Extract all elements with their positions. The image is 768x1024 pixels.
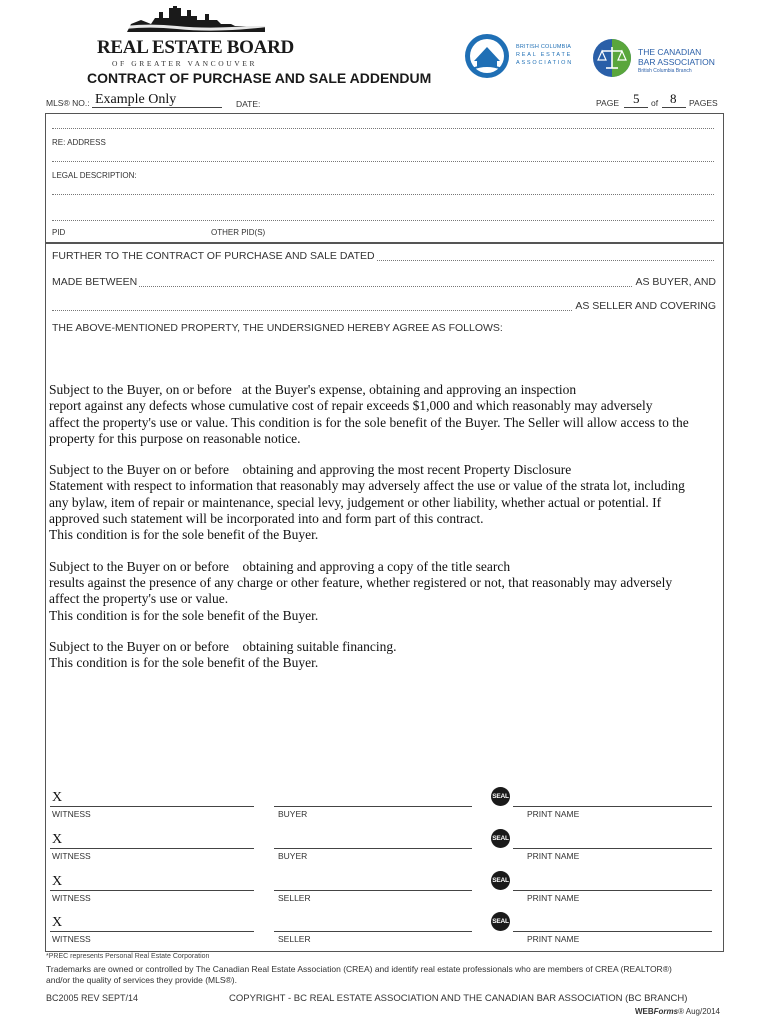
print-name-label: PRINT NAME: [527, 851, 580, 861]
mls-value[interactable]: Example Only: [95, 92, 177, 107]
signature-row: [0, 832, 768, 872]
party-signature-line[interactable]: [274, 931, 472, 932]
further-label: FURTHER TO THE CONTRACT OF PURCHASE AND SALE DATED: [52, 250, 375, 262]
clause-line: Statement with respect to information that reasonably may adversely affect the use or value of the strata lot, including: [49, 478, 685, 494]
witness-label: WITNESS: [52, 934, 91, 944]
cba-line3: British Columbia Branch: [638, 68, 692, 74]
signature-row: [0, 874, 768, 914]
board-subtitle: OF GREATER VANCOUVER: [112, 59, 258, 68]
print-name-line[interactable]: [513, 890, 712, 891]
trademark-line-2: and/or the quality of services they provide (MLS®).: [46, 975, 237, 985]
legal-label: LEGAL DESCRIPTION:: [52, 171, 137, 180]
seal-icon: SEAL: [491, 787, 510, 806]
webforms-forms: Forms: [653, 1007, 679, 1016]
bcrea-logo: [464, 33, 584, 81]
clause-line: any bylaw, item of repair or maintenance, special levy, judgement or other liability, whether actual or potential. If: [49, 494, 662, 510]
witness-signature-line[interactable]: [50, 806, 254, 807]
witness-x-mark: X: [52, 832, 63, 847]
of-label: of: [651, 98, 659, 108]
clause: [49, 462, 719, 543]
page-underline: [624, 107, 648, 108]
party-signature-line[interactable]: [274, 848, 472, 849]
pages-value[interactable]: 8: [670, 91, 677, 106]
clause-line: Subject to the Buyer on or before obtaining suitable financing.: [49, 638, 397, 654]
clause-line: approved such statement will be incorporated into and form part of this contract.: [49, 511, 484, 527]
legal-line-1[interactable]: [52, 161, 714, 162]
page-label: PAGE: [596, 98, 619, 108]
clause: [49, 559, 719, 624]
copyright: COPYRIGHT - BC REAL ESTATE ASSOCIATION AND THE CANADIAN BAR ASSOCIATION (BC BRANCH): [229, 993, 688, 1004]
party-label: BUYER: [278, 851, 308, 861]
other-pid-label: OTHER PID(S): [211, 228, 266, 237]
made-between-label: MADE BETWEEN: [52, 276, 138, 288]
clause-line: Subject to the Buyer, on or before at the Buyer's expense, obtaining and approving an inspection: [49, 382, 577, 397]
clause-line: This condition is for the sole benefit of the Buyer.: [49, 607, 319, 623]
webforms-mark: [635, 1007, 720, 1016]
seal-icon: SEAL: [491, 871, 510, 890]
signature-row: [0, 790, 768, 830]
mls-label: MLS® NO.:: [46, 98, 90, 108]
webforms-date: ® Aug/2014: [678, 1007, 720, 1016]
clause-line: Subject to the Buyer on or before obtaining and approving the most recent Property Disclosure: [49, 462, 572, 478]
pages-underline: [662, 107, 686, 108]
witness-label: WITNESS: [52, 893, 91, 903]
seal-icon: SEAL: [491, 912, 510, 931]
as-seller-label: AS SELLER AND COVERING: [575, 300, 716, 312]
cba-line1: THE CANADIAN: [638, 47, 702, 57]
party-signature-line[interactable]: [274, 890, 472, 891]
property-box: [45, 113, 724, 243]
reb-logo: [92, 4, 294, 68]
party-label: SELLER: [278, 893, 311, 903]
form-code: BC2005 REV SEPT/14: [46, 993, 139, 1003]
buyer-name-line[interactable]: [52, 286, 714, 287]
party-label: SELLER: [278, 934, 311, 944]
witness-label: WITNESS: [52, 851, 91, 861]
seal-icon: SEAL: [491, 829, 510, 848]
clause-line: property for this purpose on reasonable notice.: [49, 430, 301, 446]
bcrea-line1: BRITISH COLUMBIA: [516, 44, 572, 50]
clause: [49, 382, 719, 447]
cba-logo: [592, 38, 722, 78]
pid-label: PID: [52, 228, 66, 237]
party-label: BUYER: [278, 809, 308, 819]
print-name-line[interactable]: [513, 806, 712, 807]
print-name-line[interactable]: [513, 848, 712, 849]
clause-line: This condition is for the sole benefit of the Buyer.: [49, 655, 319, 671]
bcrea-line3: ASSOCIATION: [516, 60, 573, 66]
trademark-line-1: Trademarks are owned or controlled by The Canadian Real Estate Association (CREA) and identify real estate professionals who are members of CREA (REALTOR®): [46, 964, 672, 974]
clauses: [49, 382, 719, 671]
bcrea-line2: REAL ESTATE: [516, 52, 573, 58]
print-name-label: PRINT NAME: [527, 934, 580, 944]
clause-line: affect the property's use or value. This condition is for the sole benefit of the Buyer. The Seller will allow access to the: [49, 414, 689, 430]
date-label: DATE:: [236, 99, 261, 109]
clause-line: report against any defects whose cumulative cost of repair exceeds $1,000 and which reasonably may adversely: [49, 398, 653, 414]
witness-signature-line[interactable]: [50, 931, 254, 932]
clause-line: affect the property's use or value.: [49, 591, 229, 607]
witness-x-mark: X: [52, 915, 63, 930]
address-line[interactable]: [52, 128, 714, 129]
clause-line: results against the presence of any charge or other feature, whether registered or not, that reasonably may adversely: [49, 574, 673, 590]
print-name-label: PRINT NAME: [527, 893, 580, 903]
page-value[interactable]: 5: [633, 91, 640, 106]
board-name: REAL ESTATE BOARD: [97, 37, 294, 58]
legal-line-2[interactable]: [52, 194, 714, 195]
party-signature-line[interactable]: [274, 806, 472, 807]
mls-underline: [92, 107, 222, 108]
witness-signature-line[interactable]: [50, 890, 254, 891]
skyline-icon: [97, 4, 267, 34]
print-name-line[interactable]: [513, 931, 712, 932]
as-buyer-label: AS BUYER, AND: [635, 276, 716, 288]
pages-label: PAGES: [689, 98, 718, 108]
clause-line: Subject to the Buyer on or before obtaining and approving a copy of the title search: [49, 558, 511, 574]
signature-row: [0, 915, 768, 955]
address-label: RE: ADDRESS: [52, 138, 106, 147]
cba-line2: BAR ASSOCIATION: [638, 57, 715, 67]
prec-note: *PREC represents Personal Real Estate Corporation: [46, 953, 210, 960]
witness-signature-line[interactable]: [50, 848, 254, 849]
witness-label: WITNESS: [52, 809, 91, 819]
print-name-label: PRINT NAME: [527, 809, 580, 819]
witness-x-mark: X: [52, 874, 63, 889]
clause-line: This condition is for the sole benefit of the Buyer.: [49, 527, 319, 543]
webforms-web: WEB: [634, 1007, 654, 1016]
date-field[interactable]: [265, 107, 575, 108]
bcrea-emblem-icon: [464, 33, 510, 79]
witness-x-mark: X: [52, 790, 63, 805]
cba-scales-icon: [592, 38, 632, 78]
clause: [49, 639, 719, 672]
agree-label: THE ABOVE-MENTIONED PROPERTY, THE UNDERSIGNED HEREBY AGREE AS FOLLOWS:: [52, 322, 503, 334]
pid-line[interactable]: [52, 220, 714, 221]
form-title: CONTRACT OF PURCHASE AND SALE ADDENDUM: [87, 70, 432, 86]
